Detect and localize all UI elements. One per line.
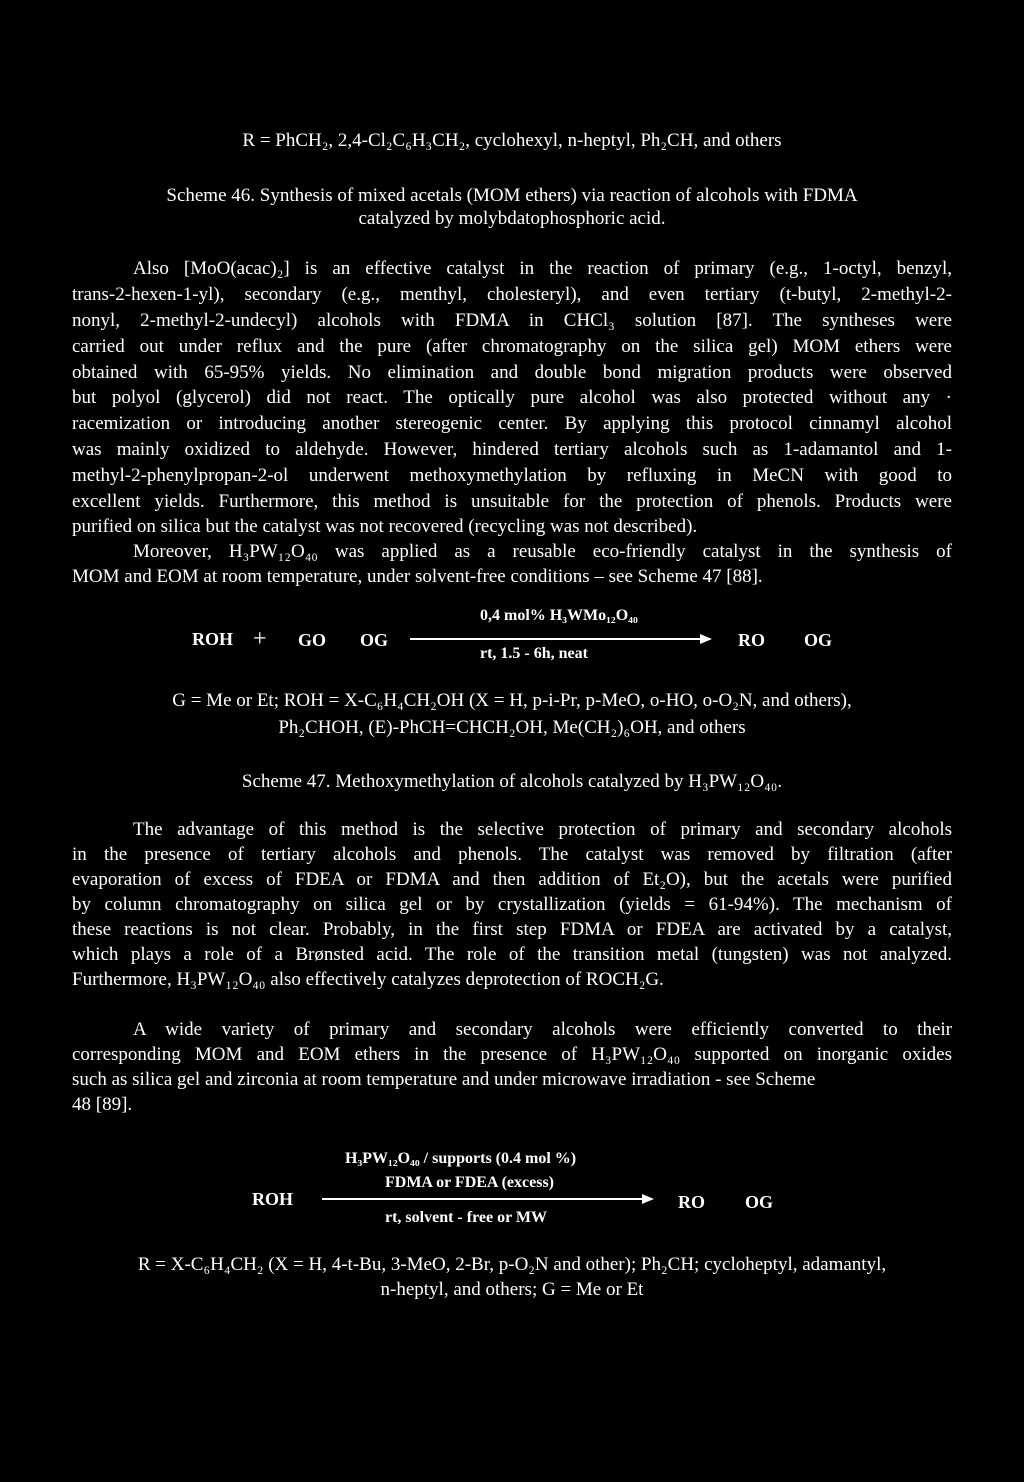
text-line: was mainly oxidized to aldehyde. However, hindered tertiary alcohols such as 1-adamantol and 1-	[72, 439, 952, 460]
text-line: Furthermore, H₃PW₁₂O₄₀ also effectively catalyzes deprotection of ROCH₂G.	[72, 969, 664, 990]
text-line: by column chromatography on silica gel or by crystallization (yields = 61-94%). The mechanism of	[72, 894, 952, 915]
text-line: but polyol (glycerol) did not react. The optically pure alcohol was also protected without any ·	[72, 387, 952, 408]
conditions-below: rt, 1.5 - 6h, neat	[480, 645, 588, 662]
scheme47-caption: Scheme 47. Methoxymethylation of alcohols catalyzed by H₃PW₁₂O₄₀.	[241, 771, 783, 792]
product-og: OG	[804, 630, 833, 650]
text-line: purified on silica but the catalyst was not recovered (recycling was not described).	[72, 516, 698, 537]
text-line: trans-2-hexen-1-yl), secondary (e.g., menthyl, cholesteryl), and even tertiary (t-butyl, 2-methyl-2-	[72, 284, 952, 305]
scheme46-caption-line1: Scheme 46. Synthesis of mixed acetals (MOM ethers) via reaction of alcohols with FDMA	[166, 185, 858, 206]
scheme46-caption-line2: catalyzed by molybdatophosphoric acid.	[358, 208, 666, 229]
conditions-below: rt, solvent - free or MW	[385, 1209, 548, 1226]
text-line: A wide variety of primary and secondary alcohols were efficiently converted to their	[133, 1019, 952, 1040]
conditions-above-line2: FDMA or FDEA (excess)	[385, 1174, 554, 1191]
reaction-arrow	[322, 1198, 652, 1200]
text-line: evaporation of excess of FDEA or FDMA and then addition of Et₂O), but the acetals were purified	[72, 869, 952, 890]
text-line: which plays a role of a Brønsted acid. The role of the transition metal (tungsten) was not analyzed.	[72, 944, 952, 965]
reagent-og: OG	[360, 630, 389, 650]
reagent-go: GO	[298, 630, 327, 650]
reaction-arrow	[410, 638, 710, 640]
reactant-roh: ROH	[192, 629, 234, 649]
scheme47-g-definition-line2: Ph₂CHOH, (E)-PhCH=CHCH₂OH, Me(CH₂)₆OH, and others	[278, 717, 746, 738]
text-line: Moreover, H₃PW₁₂O₄₀ was applied as a reusable eco-friendly catalyst in the synthesis of	[133, 541, 952, 562]
conditions-above: 0,4 mol% H₃WMo₁₂O₄₀	[480, 607, 638, 624]
scheme47-g-definition-line1: G = Me or Et; ROH = X-C₆H₄CH₂OH (X = H, p-i-Pr, p-MeO, o-HO, o-O₂N, and others),	[172, 690, 852, 711]
text-line: Also [MoO(acac)₂] is an effective catalyst in the reaction of primary (e.g., 1-octyl, benzyl,	[133, 258, 952, 279]
text-line: MOM and EOM at room temperature, under solvent-free conditions – see Scheme 47 [88].	[72, 566, 763, 587]
product-og: OG	[745, 1192, 774, 1212]
scheme46-r-definition: R = PhCH₂, 2,4-Cl₂C₆H₃CH₂, cyclohexyl, n-heptyl, Ph₂CH, and others	[242, 130, 782, 151]
plus-sign: +	[253, 626, 267, 652]
text-line: carried out under reflux and the pure (after chromatography on the silica gel) MOM ethers were	[72, 336, 952, 357]
reactant-roh: ROH	[252, 1189, 294, 1209]
text-line: methyl-2-phenylpropan-2-ol underwent methoxymethylation by refluxing in MeCN with good to	[72, 465, 952, 486]
text-line: excellent yields. Furthermore, this method is unsuitable for the protection of phenols. Products were	[72, 491, 952, 512]
text-line: The advantage of this method is the selective protection of primary and secondary alcohols	[133, 819, 952, 840]
scheme48-r-definition-line2: n-heptyl, and others; G = Me or Et	[380, 1279, 644, 1300]
text-line: nonyl, 2-methyl-2-undecyl) alcohols with FDMA in CHCl₃ solution [87]. The syntheses were	[72, 310, 952, 331]
text-line: obtained with 65-95% yields. No elimination and double bond migration products were observed	[72, 362, 952, 383]
text-line: these reactions is not clear. Probably, in the first step FDMA or FDEA are activated by a catalyst,	[72, 919, 952, 940]
text-line: such as silica gel and zirconia at room temperature and under microwave irradiation - see Scheme	[72, 1069, 816, 1090]
text-line: corresponding MOM and EOM ethers in the presence of H₃PW₁₂O₄₀ supported on inorganic oxides	[72, 1044, 952, 1065]
product-ro: RO	[678, 1192, 705, 1212]
scheme48-r-definition-line1: R = X-C₆H₄CH₂ (X = H, 4-t-Bu, 3-MeO, 2-Br, p-O₂N and other); Ph₂CH; cycloheptyl, adamantyl,	[137, 1254, 887, 1275]
conditions-above-line1: H₃PW₁₂O₄₀ / supports (0.4 mol %)	[345, 1150, 577, 1167]
text-line: 48 [89].	[72, 1094, 133, 1115]
text-line: in the presence of tertiary alcohols and phenols. The catalyst was removed by filtration (after	[72, 844, 952, 865]
text-line: racemization or introducing another stereogenic center. By applying this protocol cinnamyl alcohol	[72, 413, 952, 434]
product-ro: RO	[738, 630, 765, 650]
